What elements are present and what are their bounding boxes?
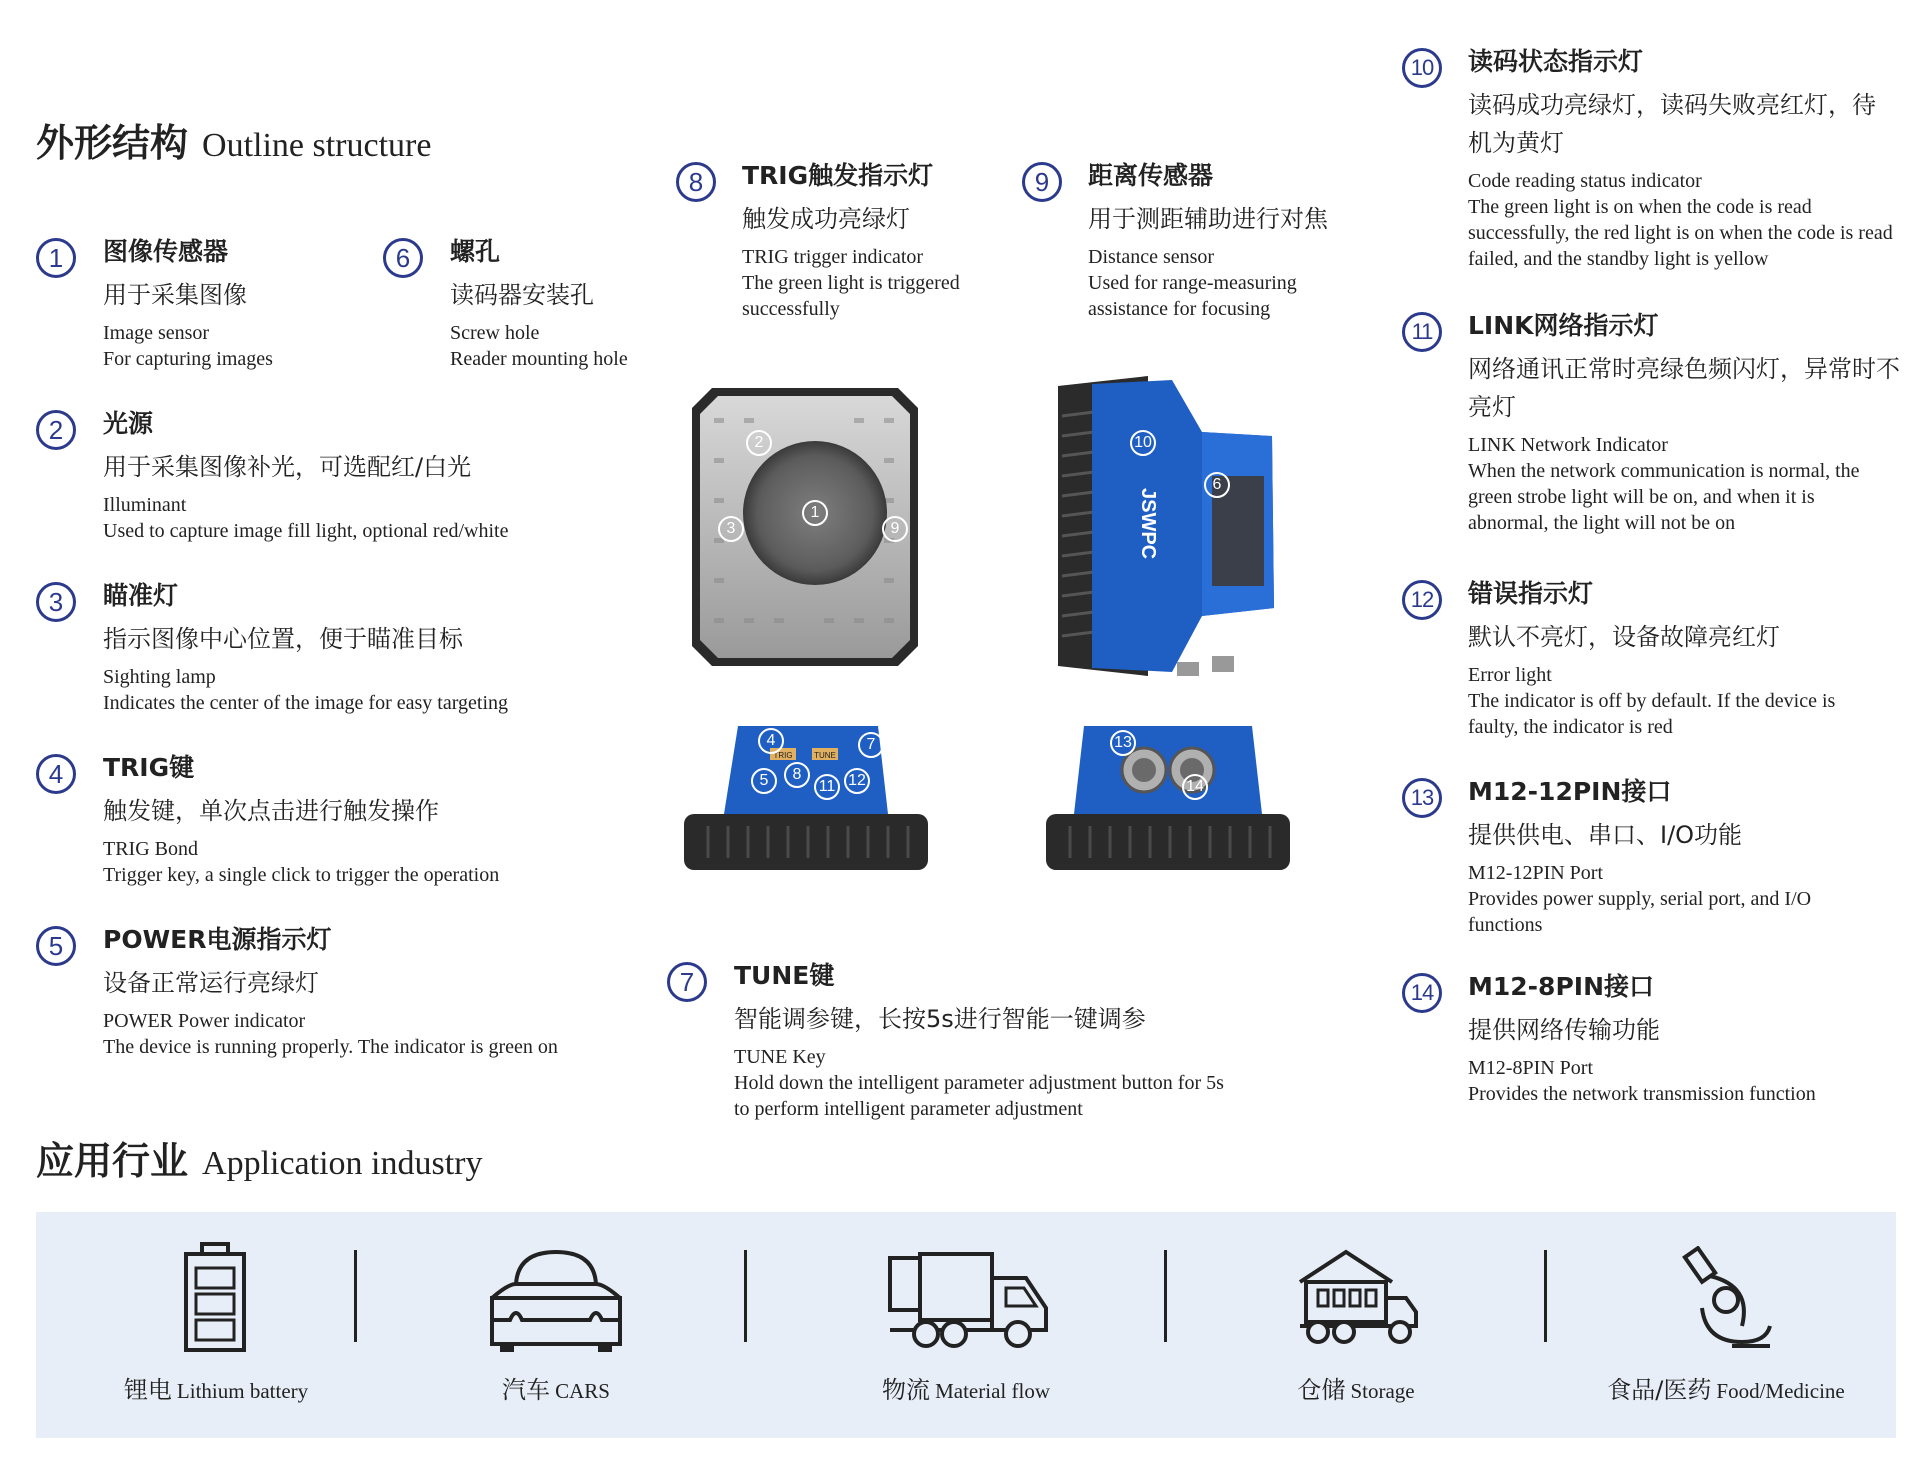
item-desc-en: Hold down the intelligent parameter adjustment button for 5s to perform intelligent parameter adjustment bbox=[734, 1072, 1224, 1120]
industry-storage bbox=[1186, 1212, 1526, 1438]
outline-title-en: Outline structure bbox=[202, 127, 432, 164]
application-title bbox=[36, 1130, 482, 1185]
industry-material-flow bbox=[776, 1212, 1156, 1438]
marker-6: 6 bbox=[1204, 472, 1230, 498]
item-title: 距离传感器 bbox=[1088, 161, 1214, 190]
industry-food-medicine bbox=[1566, 1212, 1886, 1438]
marker-13: 13 bbox=[1110, 730, 1136, 756]
divider bbox=[354, 1250, 357, 1342]
item-number-1: 1 bbox=[36, 238, 76, 278]
item-number-9: 9 bbox=[1022, 162, 1062, 202]
application-title-en: Application industry bbox=[202, 1145, 483, 1182]
outline-title bbox=[36, 112, 431, 167]
item-number-10: 10 bbox=[1402, 48, 1442, 88]
marker-8: 8 bbox=[784, 762, 810, 788]
item-desc-zh: 触发成功亮绿灯 bbox=[742, 205, 910, 233]
marker-1: 1 bbox=[802, 500, 828, 526]
car-icon bbox=[488, 1248, 624, 1352]
item-desc-zh: 读码器安装孔 bbox=[450, 281, 594, 309]
industry-label-en: CARS bbox=[555, 1379, 610, 1403]
trig-key-label: TRIG bbox=[773, 751, 793, 760]
tune-key-label: TUNE bbox=[814, 751, 836, 760]
industry-cars bbox=[396, 1212, 716, 1438]
device-side-view bbox=[1052, 376, 1282, 676]
divider bbox=[1544, 1250, 1547, 1342]
industry-lithium bbox=[56, 1212, 376, 1438]
truck-icon bbox=[886, 1252, 1052, 1350]
industry-label-zh: 锂电 bbox=[123, 1376, 172, 1404]
item-title-en: TRIG trigger indicator bbox=[742, 246, 924, 268]
industry-label-zh: 食品/医药 bbox=[1607, 1376, 1712, 1404]
item-desc-en: The green light is triggered successfully bbox=[742, 272, 960, 320]
device-top-view bbox=[678, 722, 934, 874]
microscope-icon bbox=[1682, 1246, 1778, 1352]
item-desc-en: The device is running properly. The indicator is green on bbox=[103, 1036, 558, 1058]
industry-label-en: Storage bbox=[1350, 1379, 1415, 1403]
item-number-6: 6 bbox=[383, 238, 423, 278]
item-title-en: TUNE Key bbox=[734, 1046, 826, 1068]
item-desc-zh: 指示图像中心位置，便于瞄准目标 bbox=[103, 625, 463, 653]
item-title: M12-8PIN接口 bbox=[1468, 972, 1654, 1001]
item-title: 螺孔 bbox=[450, 237, 501, 266]
item-desc-en: The green light is on when the code is read successfully, the red light is on when the code is read failed, and the standby light is yellow bbox=[1468, 196, 1893, 270]
item-desc-zh: 触发键，单次点击进行触发操作 bbox=[103, 797, 439, 825]
item-title: 瞄准灯 bbox=[103, 581, 179, 610]
outline-title-zh: 外形结构 bbox=[36, 121, 189, 165]
item-title: 光源 bbox=[103, 409, 154, 438]
divider bbox=[1164, 1250, 1167, 1342]
item-title-en: Screw hole bbox=[450, 322, 540, 344]
item-number-7: 7 bbox=[667, 962, 707, 1002]
item-title: LINK网络指示灯 bbox=[1468, 311, 1659, 340]
marker-10: 10 bbox=[1130, 430, 1156, 456]
item-title: 读码状态指示灯 bbox=[1468, 47, 1644, 76]
battery-icon bbox=[182, 1242, 248, 1354]
item-title-en: Error light bbox=[1468, 664, 1552, 686]
item-desc-zh: 提供网络传输功能 bbox=[1468, 1016, 1660, 1044]
warehouse-icon bbox=[1296, 1248, 1420, 1346]
item-desc-zh: 读码成功亮绿灯，读码失败亮红灯，待机为黄灯 bbox=[1468, 91, 1876, 157]
item-desc-zh: 网络通讯正常时亮绿色频闪灯，异常时不亮灯 bbox=[1468, 355, 1900, 421]
item-title-en: Illuminant bbox=[103, 494, 187, 516]
item-title: TRIG键 bbox=[103, 753, 195, 782]
item-desc-zh: 智能调参键，长按5s进行智能一键调参 bbox=[734, 1005, 1146, 1033]
item-desc-en: Reader mounting hole bbox=[450, 348, 628, 370]
item-number-2: 2 bbox=[36, 410, 76, 450]
item-number-4: 4 bbox=[36, 754, 76, 794]
item-number-12: 12 bbox=[1402, 580, 1442, 620]
item-title: TRIG触发指示灯 bbox=[742, 161, 934, 190]
item-desc-en: Provides the network transmission function bbox=[1468, 1083, 1816, 1105]
item-title-en: LINK Network Indicator bbox=[1468, 434, 1668, 456]
item-desc-zh: 默认不亮灯，设备故障亮红灯 bbox=[1468, 623, 1780, 651]
item-title-en: TRIG Bond bbox=[103, 838, 198, 860]
industry-label-zh: 汽车 bbox=[502, 1376, 551, 1404]
application-title-zh: 应用行业 bbox=[36, 1139, 189, 1183]
item-number-13: 13 bbox=[1402, 778, 1442, 818]
item-desc-en: The indicator is off by default. If the device is faulty, the indicator is red bbox=[1468, 690, 1836, 738]
item-title: 错误指示灯 bbox=[1468, 579, 1594, 608]
item-title-en: M12-12PIN Port bbox=[1468, 862, 1604, 884]
industry-label-en: Food/Medicine bbox=[1716, 1379, 1845, 1403]
industry-label-en: Material flow bbox=[935, 1379, 1050, 1403]
item-title: M12-12PIN接口 bbox=[1468, 777, 1672, 806]
device-front-view bbox=[692, 388, 918, 666]
svg-text:JSWPC: JSWPC bbox=[1137, 488, 1159, 560]
item-title-en: Distance sensor bbox=[1088, 246, 1215, 268]
device-port-view bbox=[1040, 722, 1296, 874]
marker-4: 4 bbox=[758, 728, 784, 754]
industry-band bbox=[36, 1212, 1896, 1438]
item-title-en: Code reading status indicator bbox=[1468, 170, 1702, 192]
item-desc-zh: 提供供电、串口、I/O功能 bbox=[1468, 821, 1743, 849]
industry-label-zh: 仓储 bbox=[1297, 1376, 1346, 1404]
item-number-8: 8 bbox=[676, 162, 716, 202]
item-desc-en: Trigger key, a single click to trigger the operation bbox=[103, 864, 500, 886]
item-title: TUNE键 bbox=[734, 961, 835, 990]
marker-7: 7 bbox=[858, 732, 884, 758]
marker-12: 12 bbox=[844, 768, 870, 794]
item-desc-en: Used to capture image fill light, optional red/white bbox=[103, 520, 509, 542]
item-title-en: Sighting lamp bbox=[103, 666, 216, 688]
item-title-en: POWER Power indicator bbox=[103, 1010, 306, 1032]
item-number-5: 5 bbox=[36, 926, 76, 966]
item-desc-zh: 设备正常运行亮绿灯 bbox=[103, 969, 319, 997]
item-title: POWER电源指示灯 bbox=[103, 925, 332, 954]
marker-3: 3 bbox=[718, 516, 744, 542]
marker-9: 9 bbox=[882, 516, 908, 542]
marker-14: 14 bbox=[1182, 774, 1208, 800]
industry-label-zh: 物流 bbox=[882, 1376, 931, 1404]
item-desc-en: Provides power supply, serial port, and I/O functions bbox=[1468, 888, 1812, 936]
industry-label-en: Lithium battery bbox=[176, 1379, 309, 1403]
item-desc-zh: 用于采集图像补光，可选配红/白光 bbox=[103, 453, 472, 481]
item-desc-en: Used for range-measuring assistance for focusing bbox=[1088, 272, 1297, 320]
marker-11: 11 bbox=[814, 774, 840, 800]
item-desc-en: When the network communication is normal, the green strobe light will be on, and when it is abnormal, the light will not be on bbox=[1468, 460, 1860, 534]
divider bbox=[744, 1250, 747, 1342]
marker-5: 5 bbox=[751, 768, 777, 794]
item-title-en: Image sensor bbox=[103, 322, 210, 344]
item-number-3: 3 bbox=[36, 582, 76, 622]
item-desc-en: For capturing images bbox=[103, 348, 273, 370]
item-number-14: 14 bbox=[1402, 973, 1442, 1013]
item-number-11: 11 bbox=[1402, 312, 1442, 352]
item-desc-zh: 用于测距辅助进行对焦 bbox=[1088, 205, 1328, 233]
marker-2: 2 bbox=[746, 430, 772, 456]
item-title-en: M12-8PIN Port bbox=[1468, 1057, 1594, 1079]
item-title: 图像传感器 bbox=[103, 237, 229, 266]
item-desc-zh: 用于采集图像 bbox=[103, 281, 247, 309]
item-desc-en: Indicates the center of the image for easy targeting bbox=[103, 692, 509, 714]
